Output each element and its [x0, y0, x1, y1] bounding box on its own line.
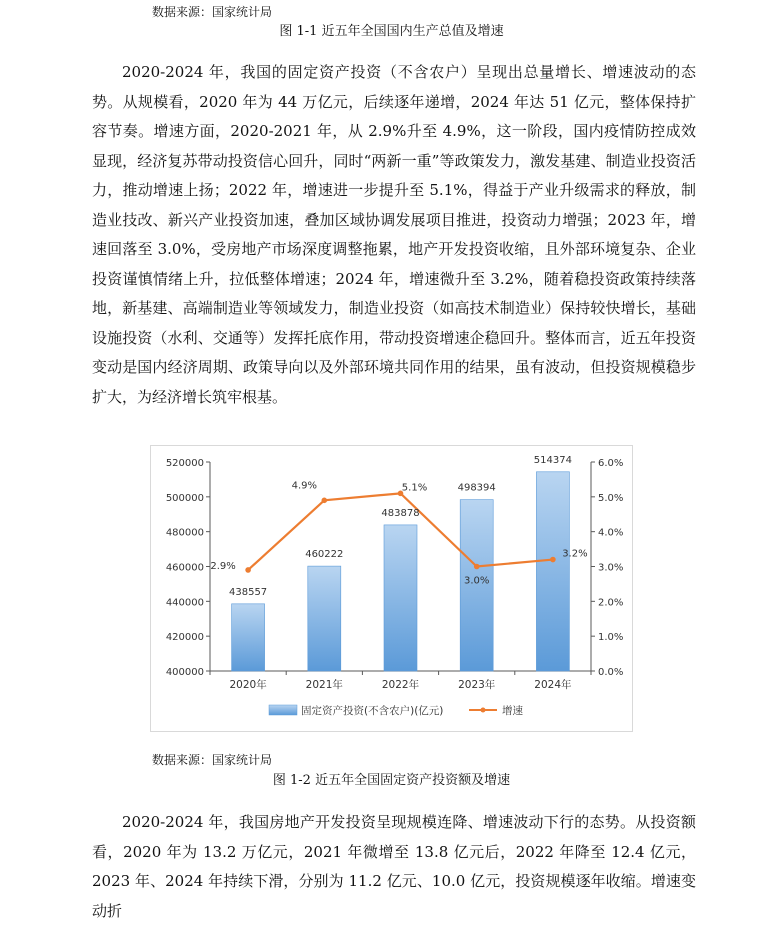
growth-point-5: [550, 557, 556, 563]
bar-value-label: 438557: [229, 586, 268, 598]
left-tick-label: 500000: [165, 492, 204, 504]
x-tick-label: 2022年: [381, 679, 420, 691]
legend-bar-swatch: [269, 705, 297, 715]
left-tick-label: 520000: [165, 458, 204, 469]
legend-line-marker: [481, 708, 486, 713]
legend-line-label: 增速: [502, 705, 523, 717]
x-tick-label: 2023年: [458, 679, 496, 691]
growth-value-label: 5.1%: [401, 482, 428, 494]
bar-2: [308, 566, 341, 671]
bar-1: [232, 604, 265, 671]
left-tick-label: 440000: [165, 597, 204, 609]
growth-value-label: 4.9%: [291, 480, 318, 492]
x-tick-label: 2021年: [305, 679, 343, 691]
left-tick-label: 420000: [165, 632, 204, 644]
right-tick-label: 6.0%: [598, 458, 624, 469]
figure-1-2-caption: 图 1-2 近五年全国固定资产投资额及增速: [272, 773, 511, 788]
bar-value-label: 460222: [305, 549, 344, 561]
right-tick-label: 2.0%: [598, 597, 624, 609]
right-tick-label: 0.0%: [598, 667, 624, 678]
real-estate-paragraph: 2020-2024 年，我国房地产开发投资呈现规模连降、增速波动下行的态势。从投资额看，2020 年为 13.2 万亿元，2021 年微增至 13.8 亿元后，2022 年降至 12.4 亿元，2023 年、2024 年持续下滑，分别为 11.2 亿元、10.0 亿元，投资规模逐年收缩。增速变动折: [92, 813, 696, 920]
growth-point-2: [322, 498, 328, 504]
right-tick-label: 4.0%: [598, 527, 624, 539]
bar-3: [384, 525, 417, 671]
top-data-source: 数据来源：国家统计局: [152, 5, 273, 19]
growth-value-label: 3.0%: [463, 575, 490, 587]
bar-value-label: 514374: [533, 454, 572, 466]
bar-5: [536, 472, 569, 671]
x-tick-label: 2020年: [229, 679, 267, 691]
figure-1-1-caption: 图 1-1 近五年全国国内生产总值及增速: [279, 24, 504, 39]
right-tick-label: 5.0%: [598, 492, 624, 504]
growth-point-4: [474, 564, 480, 570]
growth-value-label: 3.2%: [562, 548, 588, 560]
left-tick-label: 480000: [165, 527, 204, 539]
investment-analysis-paragraph: 2020-2024 年，我国的固定资产投资（不含农户）呈现出总量增长、增速波动的态势。从规模看，2020 年为 44 万亿元，后续逐年递增，2024 年达 51 亿元，整体保持扩容节奏。增速方面，2020-2021 年，从 2.9%升至 4.9%，这一阶段，国内疫情防控成效显现，经济复苏带动投资信心回升，同时“两新一重”等政策发力，激发基建、制造业投资活力，推动增速上扬；2022 年，增速进一步提升至 5.1%，得益于产业升级需求的释放，制造业技改、新兴产业投资加速，叠加区域协调发展项目推进，投资动力增强；2023 年，增速回落至 3.0%，受房地产市场深度调整拖累，地产开发投资收缩，且外部环境复杂、企业投资谨慎情绪上升，拉低整体增速；2024 年，增速微升至 3.2%，随着稳投资政策持续落地，新基建、高端制造业等领域发力，制造业投资（如高技术制造业）保持较快增长，基础设施投资（水利、交通等）发挥托底作用，带动投资增速企稳回升。整体而言，近五年投资变动是国内经济周期、政策导向以及外部环境共同作用的结果，虽有波动，但投资规模稳步扩大，为经济增长筑牢根基。: [92, 63, 696, 406]
bar-value-label: 483878: [381, 507, 420, 519]
right-tick-label: 3.0%: [598, 562, 624, 574]
legend-bar-label: 固定资产投资(不含农户)(亿元): [301, 705, 444, 717]
investment-chart: [150, 445, 633, 732]
right-tick-label: 1.0%: [598, 632, 624, 644]
bottom-data-source: 数据来源：国家统计局: [152, 753, 273, 767]
left-tick-label: 460000: [165, 562, 204, 574]
growth-value-label: 2.9%: [210, 560, 236, 572]
left-tick-label: 400000: [165, 667, 204, 678]
growth-point-1: [245, 567, 251, 573]
investment-chart-svg: [151, 446, 632, 731]
bar-value-label: 498394: [457, 482, 496, 494]
x-tick-label: 2024年: [534, 679, 572, 691]
